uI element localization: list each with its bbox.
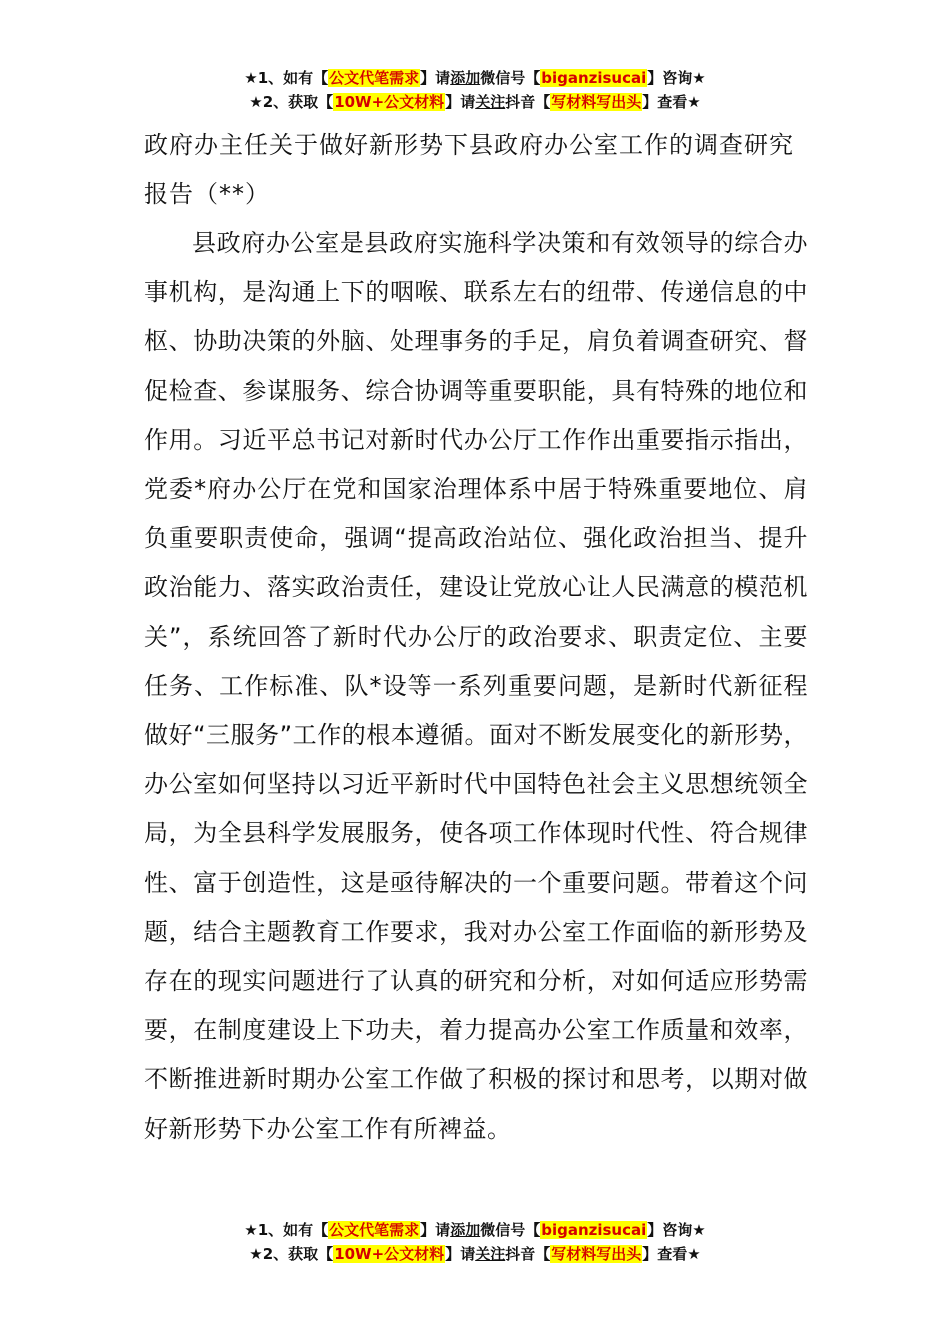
banner-text: ★1、如有【	[244, 69, 329, 87]
banner-underlined-text: 添加	[450, 69, 481, 87]
footer-banner	[0, 1218, 950, 1266]
highlight-writing-service: 公文代笔需求	[329, 1221, 420, 1239]
banner-text: 微信号【	[480, 69, 541, 87]
banner-text: 】查看★	[642, 93, 701, 111]
banner-line-2	[0, 90, 950, 114]
highlight-wechat-id: biganzisucai	[541, 69, 647, 87]
banner-text: 】咨询★	[647, 69, 706, 87]
banner-text: 抖音【	[505, 93, 551, 111]
banner-text: 】请	[420, 69, 451, 87]
highlight-writing-service: 公文代笔需求	[329, 69, 420, 87]
banner-text: 】查看★	[642, 1245, 701, 1263]
highlight-wechat-id: biganzisucai	[541, 1221, 647, 1239]
banner-text: 】请	[445, 93, 476, 111]
banner-line-2	[0, 1242, 950, 1266]
banner-underlined-text: 关注	[475, 1245, 506, 1263]
banner-text: 】请	[420, 1221, 451, 1239]
banner-line-1	[0, 1218, 950, 1242]
document-title: 政府办主任关于做好新形势下县政府办公室工作的调查研究报告（**）	[144, 131, 794, 208]
banner-underlined-text: 关注	[475, 93, 506, 111]
banner-underlined-text: 添加	[450, 1221, 481, 1239]
banner-text: ★1、如有【	[244, 1221, 329, 1239]
banner-text: 】请	[445, 1245, 476, 1263]
highlight-materials: 10W+公文材料	[334, 1245, 445, 1263]
banner-text: 抖音【	[505, 1245, 551, 1263]
banner-text: ★2、获取【	[249, 93, 334, 111]
highlight-materials: 10W+公文材料	[334, 93, 445, 111]
banner-text: ★2、获取【	[249, 1245, 334, 1263]
document-body	[144, 121, 808, 1154]
header-banner	[0, 66, 950, 114]
banner-text: 】咨询★	[647, 1221, 706, 1239]
banner-line-1	[0, 66, 950, 90]
document-paragraph: 县政府办公室是县政府实施科学决策和有效领导的综合办事机构，是沟通上下的咽喉、联系左右的纽带、传递信息的中枢、协助决策的外脑、处理事务的手足，肩负着调查研究、督促检查、参谋服务、综合协调等重要职能，具有特殊的地位和作用。习近平总书记对新时代办公厅工作作出重要指示指出，党委*府办公厅在党和国家治理体系中居于特殊重要地位、肩负重要职责使命，强调“提高政治站位、强化政治担当、提升政治能力、落实政治责任，建设让党放心让人民满意的模范机关”，系统回答了新时代办公厅的政治要求、职责定位、主要任务、工作标准、队*设等一系列重要问题，是新时代新征程做好“三服务”工作的根本遵循。面对不断发展变化的新形势，办公室如何坚持以习近平新时代中国特色社会主义思想统领全局，为全县科学发展服务，使各项工作体现时代性、符合规律性、富于创造性，这是亟待解决的一个重要问题。带着这个问题，结合主题教育工作要求，我对办公室工作面临的新形势及存在的现实问题进行了认真的研究和分析，对如何适应形势需要，在制度建设上下功夫，着力提高办公室工作质量和效率，不断推进新时期办公室工作做了积极的探讨和思考，以期对做好新形势下办公室工作有所裨益。	[144, 229, 808, 1143]
highlight-douyin-account: 写材料写出头	[551, 93, 642, 111]
banner-text: 微信号【	[480, 1221, 541, 1239]
highlight-douyin-account: 写材料写出头	[551, 1245, 642, 1263]
